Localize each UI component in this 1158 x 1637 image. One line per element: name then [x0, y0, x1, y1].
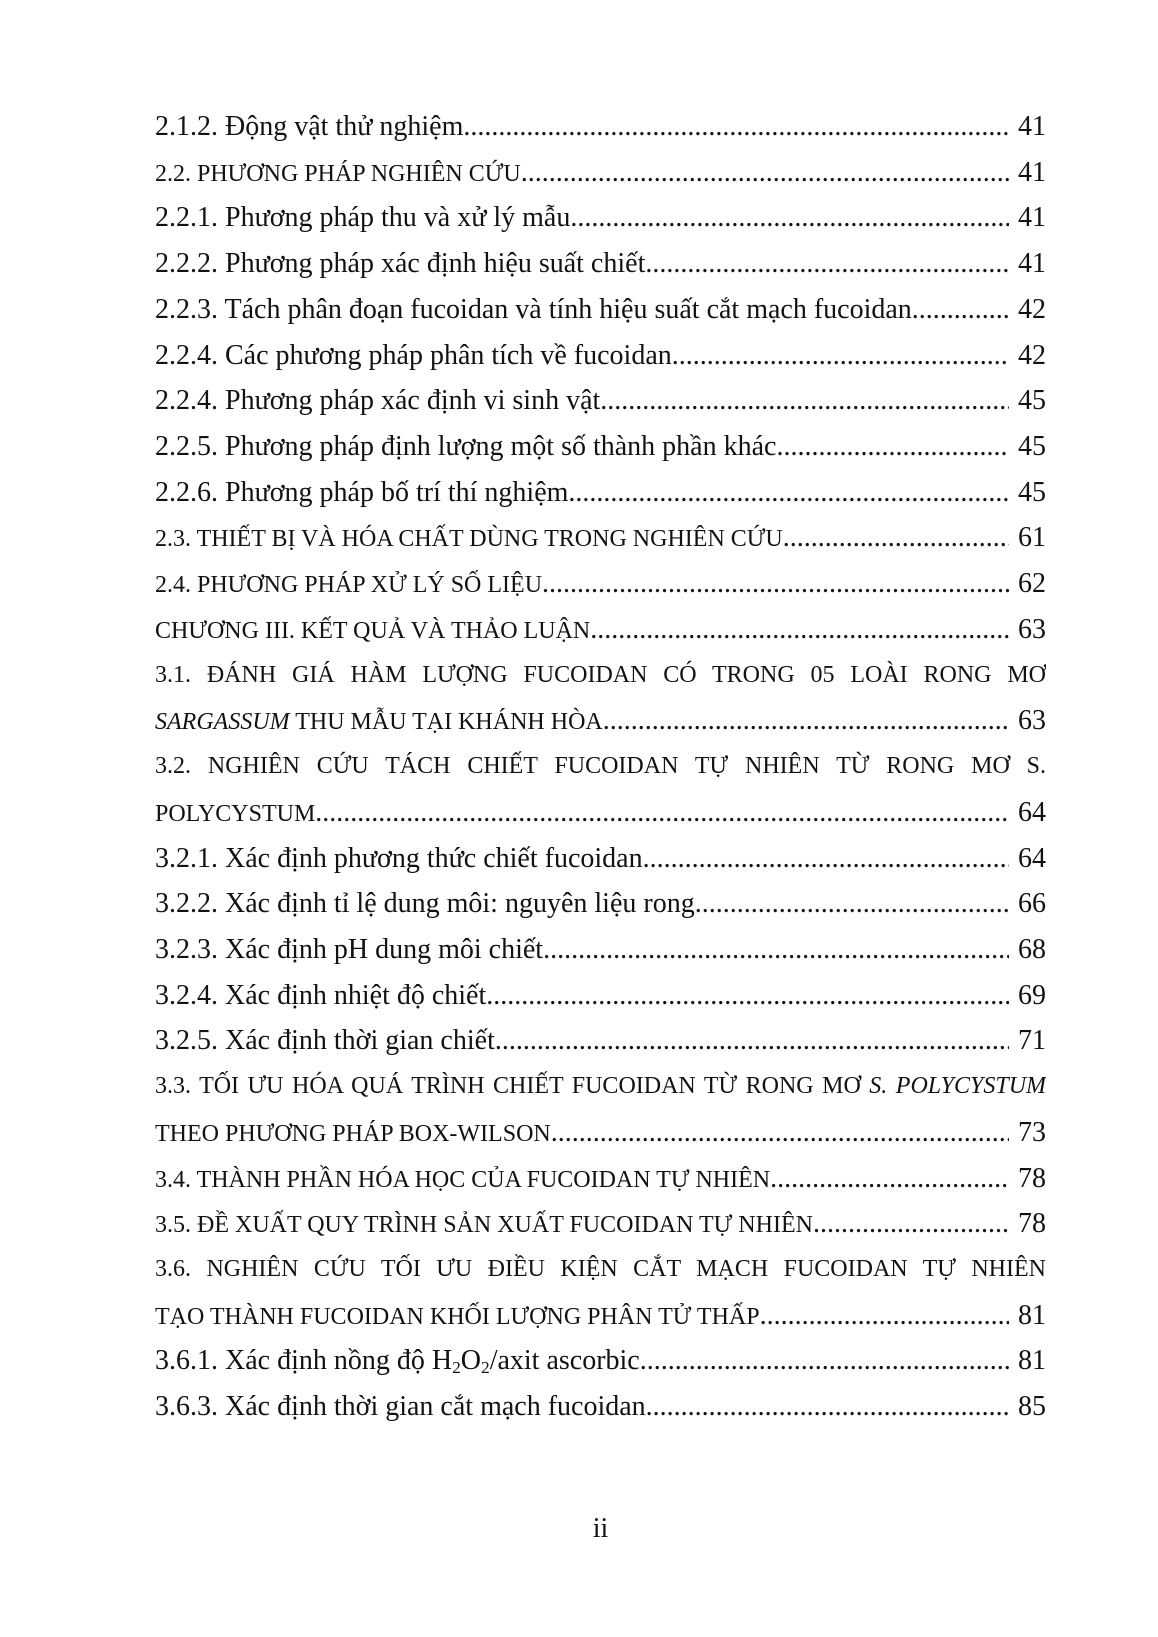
toc-entry	[155, 561, 1046, 607]
toc-entry	[155, 378, 1046, 424]
toc-entry	[155, 1201, 1046, 1247]
dot-leader	[813, 1201, 1009, 1247]
toc-entry	[155, 1384, 1046, 1430]
dot-leader	[776, 424, 1009, 470]
page-number: 81	[1018, 1345, 1046, 1377]
page-number: 41	[1018, 156, 1046, 188]
entry-text: 2.4. PHƯƠNG PHÁP XỬ LÝ SỐ LIỆU	[155, 572, 543, 599]
dot-leader	[695, 881, 1009, 927]
page-number: 78	[1018, 1208, 1046, 1240]
toc-entry	[155, 1064, 1046, 1155]
dot-leader	[486, 973, 1009, 1019]
dot-leader	[783, 515, 1009, 561]
toc-entry	[155, 1156, 1046, 1202]
dot-leader	[760, 1293, 1009, 1339]
dot-leader	[542, 561, 1009, 607]
page-number: 81	[1018, 1299, 1046, 1331]
entry-text: 3.2.1. Xác định phương thức chiết fucoidan	[155, 842, 643, 874]
page-number: 63	[1018, 613, 1046, 645]
page-number: 61	[1018, 522, 1046, 554]
entry-text: 2.1.2. Động vật thử nghiệm	[155, 111, 464, 142]
dot-leader	[643, 836, 1009, 882]
toc-entry	[155, 470, 1046, 516]
dot-leader	[603, 698, 1009, 744]
page-number: 45	[1018, 385, 1046, 417]
page-number: 42	[1018, 339, 1046, 371]
page-number: 66	[1018, 888, 1046, 920]
entry-text: 2.2. PHƯƠNG PHÁP NGHIÊN CỨU	[155, 160, 521, 187]
page-number: 45	[1018, 476, 1046, 508]
dot-leader	[590, 607, 1009, 653]
dot-leader	[645, 241, 1009, 287]
page-number: 41	[1018, 202, 1046, 234]
page-number: 45	[1018, 431, 1046, 463]
entry-text-line2: THEO PHƯƠNG PHÁP BOX-WILSON	[155, 1120, 551, 1147]
entry-text-line2: SARGASSUM THU MẪU TẠI KHÁNH HÒA	[155, 709, 603, 736]
dot-leader	[600, 378, 1009, 424]
entry-text: 2.2.6. Phương pháp bố trí thí nghiệm	[155, 476, 569, 508]
toc-entry	[155, 1338, 1046, 1384]
entry-text: 3.6.1. Xác định nồng độ $H_2O_2$/axit ascorbic	[155, 1345, 640, 1378]
entry-text: 2.2.3. Tách phân đoạn fucoidan và tính hiệu suất cắt mạch fucoidan	[155, 293, 912, 325]
dot-leader	[770, 1156, 1009, 1202]
entry-text: 2.2.4. Phương pháp xác định vi sinh vật	[155, 385, 601, 417]
dot-leader	[672, 333, 1009, 379]
toc-entry	[155, 287, 1046, 333]
page-number: 41	[1018, 248, 1046, 280]
entry-text-line2: TẠO THÀNH FUCOIDAN KHỐI LƯỢNG PHÂN TỬ THẤP	[155, 1303, 760, 1330]
subscript: 2	[481, 1358, 490, 1378]
toc-entry	[155, 195, 1046, 241]
entry-text: 2.2.2. Phương pháp xác định hiệu suất chiết	[155, 248, 646, 280]
toc-entry	[155, 607, 1046, 653]
entry-text-line1: 3.3. TỐI ƯU HÓA QUÁ TRÌNH CHIẾT FUCOIDAN TỪ RONG MƠ S. POLYCYSTUM	[155, 1073, 1046, 1100]
page-number: 85	[1018, 1391, 1046, 1423]
toc-entry	[155, 150, 1046, 196]
toc-entry	[155, 881, 1046, 927]
toc-entry	[155, 1018, 1046, 1064]
dot-leader	[568, 470, 1009, 516]
entry-text: 2.3. THIẾT BỊ VÀ HÓA CHẤT DÙNG TRONG NGHIÊN CỨU	[155, 526, 783, 553]
entry-text: 3.2.5. Xác định thời gian chiết	[155, 1025, 495, 1057]
dot-leader	[646, 1384, 1009, 1430]
page-number: 42	[1018, 293, 1046, 325]
dot-leader	[315, 790, 1009, 836]
entry-text: 2.2.5. Phương pháp định lượng một số thành phần khác	[155, 431, 777, 463]
entry-text: 3.4. THÀNH PHẦN HÓA HỌC CỦA FUCOIDAN TỰ NHIÊN	[155, 1166, 771, 1193]
toc-entry	[155, 836, 1046, 882]
entry-text: 3.6.3. Xác định thời gian cắt mạch fucoidan	[155, 1391, 646, 1423]
toc-entry	[155, 973, 1046, 1019]
page-number: 68	[1018, 933, 1046, 965]
entry-text-line1: 3.1. ĐÁNH GIÁ HÀM LƯỢNG FUCOIDAN CÓ TRONG 05 LOÀI RONG MƠ	[155, 661, 1046, 688]
toc-entry	[155, 333, 1046, 379]
toc-entry	[155, 104, 1046, 150]
dot-leader	[570, 195, 1009, 241]
toc-entry	[155, 241, 1046, 287]
species-name-italic: S. POLYCYSTUM	[869, 1073, 1046, 1100]
page-number: 63	[1018, 705, 1046, 737]
dot-leader	[551, 1110, 1009, 1156]
toc-entry	[155, 424, 1046, 470]
entry-text: 2.2.1. Phương pháp thu và xử lý mẫu	[155, 202, 571, 234]
entry-text: 3.2.3. Xác định pH dung môi chiết	[155, 933, 544, 965]
page-number: 71	[1018, 1025, 1046, 1057]
page-number: 62	[1018, 568, 1046, 600]
dot-leader	[521, 150, 1009, 196]
toc-entry	[155, 653, 1046, 744]
footer-page-number: ii	[592, 1512, 609, 1544]
subscript: 2	[452, 1358, 461, 1378]
dot-leader	[912, 287, 1009, 333]
page-number: 64	[1018, 842, 1046, 874]
page-number: 64	[1018, 796, 1046, 828]
toc-entry	[155, 744, 1046, 835]
dot-leader	[495, 1018, 1009, 1064]
page-number: 78	[1018, 1162, 1046, 1194]
page-number: 69	[1018, 979, 1046, 1011]
entry-text-line1: 3.6. NGHIÊN CỨU TỐI ƯU ĐIỀU KIỆN CẮT MẠCH FUCOIDAN TỰ NHIÊN	[155, 1255, 1046, 1282]
toc-entry	[155, 927, 1046, 973]
entry-text: 3.2.4. Xác định nhiệt độ chiết	[155, 979, 487, 1011]
dot-leader	[640, 1338, 1009, 1384]
toc-entry	[155, 515, 1046, 561]
entry-text: 3.5. ĐỀ XUẤT QUY TRÌNH SẢN XUẤT FUCOIDAN TỰ NHIÊN	[155, 1212, 813, 1239]
entry-text-line2: POLYCYSTUM	[155, 800, 316, 827]
toc-entry	[155, 1247, 1046, 1338]
dot-leader	[543, 927, 1009, 973]
entry-text: 2.2.4. Các phương pháp phân tích về fucoidan	[155, 339, 672, 371]
species-name-italic: SARGASSUM	[155, 709, 290, 736]
page-number: 41	[1018, 111, 1046, 142]
page-number: 73	[1018, 1116, 1046, 1148]
dot-leader	[463, 104, 1009, 150]
entry-text-line1: 3.2. NGHIÊN CỨU TÁCH CHIẾT FUCOIDAN TỰ NHIÊN TỪ RONG MƠ S.	[155, 753, 1046, 780]
entry-text: CHƯƠNG III. KẾT QUẢ VÀ THẢO LUẬN	[155, 617, 591, 644]
entry-text: 3.2.2. Xác định tỉ lệ dung môi: nguyên liệu rong	[155, 888, 695, 920]
